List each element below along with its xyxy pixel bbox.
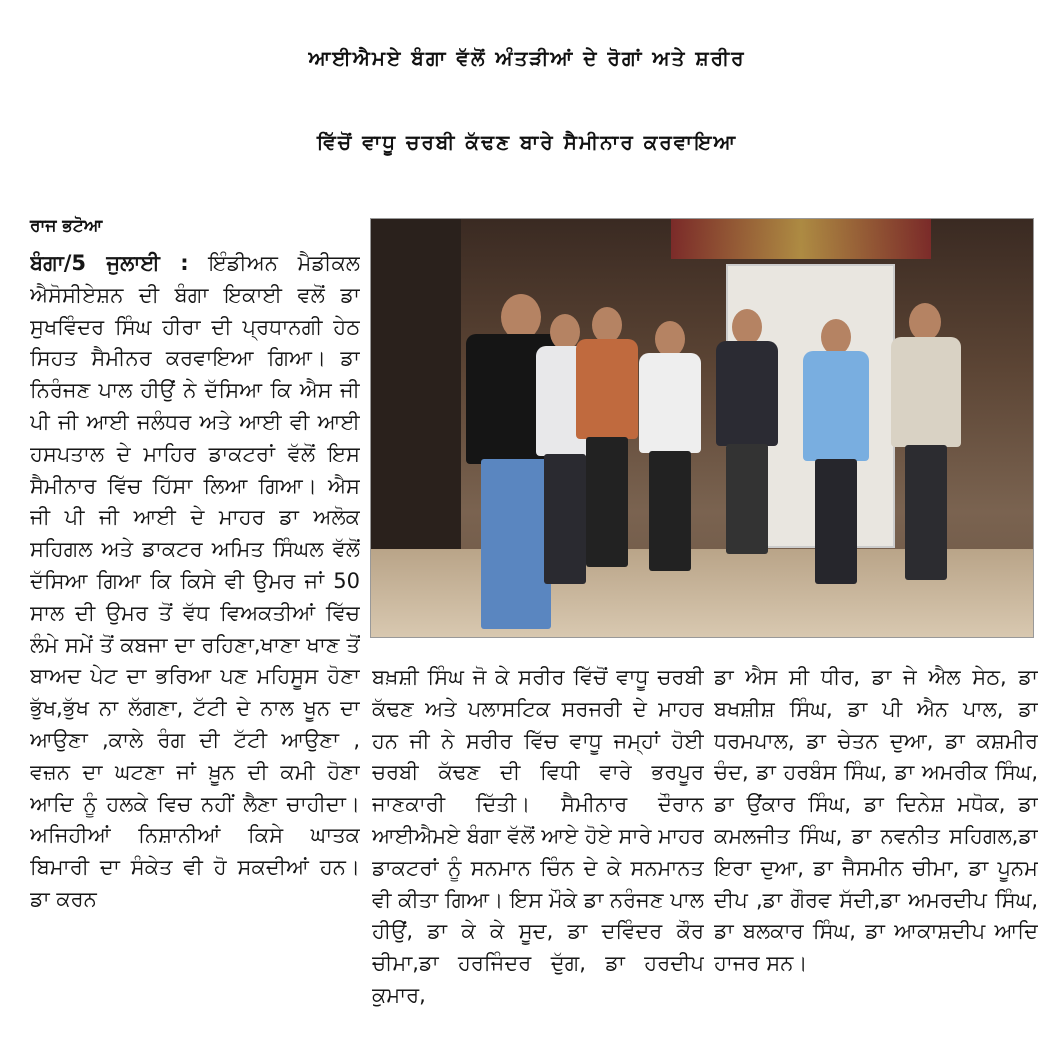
article-column-2: ਬਖ਼ਸ਼ੀ ਸਿੰਘ ਜੋ ਕੇ ਸਰੀਰ ਵਿੱਚੋਂ ਵਾਧੂ ਚਰਬੀ ਕੱਢਣ ਅਤੇ ਪਲਾਸਟਿਕ ਸਰਜਰੀ ਦੇ ਮਾਹਰ ਹਨ ਜੀ ਨੇ ਸਰੀਰ ਵਿੱਚ ਵਾਧੂ ਜਮ੍ਹਾਂ ਹੋਈ ਚਰਬੀ ਕੱਢਣ ਦੀ ਵਿਧੀ ਵਾਰੇ ਭਰਪੂਰ ਜਾਣਕਾਰੀ ਦਿੱਤੀ। ਸੈਮੀਨਾਰ ਦੌਰਾਨ ਆਈਐਮਏ ਬੰਗਾ ਵੱਲੋਂ ਆਏ ਹੋਏ ਸਾਰੇ ਮਾਹਰ ਡਾਕਟਰਾਂ ਨੂੰ ਸਨਮਾਨ ਚਿੰਨ ਦੇ ਕੇ ਸਨਮਾਨਤ ਵੀ ਕੀਤਾ ਗਿਆ। ਇਸ ਮੌਕੇ ਡਾ ਨਰੰਜਣ ਪਾਲ ਹੀਉਂ, ਡਾ ਕੇ ਕੇ ਸੂਦ, ਡਾ ਦਵਿੰਦਰ ਕੌਰ ਚੀਮਾ,ਡਾ ਹਰਜਿੰਦਰ ਦੁੱਗ, ਡਾ ਹਰਦੀਪ ਕੁਮਾਰ, <box>372 665 704 1007</box>
photo-banner <box>671 219 931 259</box>
headline <box>0 0 1054 200</box>
article-text-1: ਇੰਡੀਅਨ ਮੈਡੀਕਲ ਐਸੋਸੀਏਸ਼ਨ ਦੀ ਬੰਗਾ ਇਕਾਈ ਵਲੋਂ ਡਾ ਸੁਖਵਿੰਦਰ ਸਿੰਘ ਹੀਰਾ ਦੀ ਪ੍ਰਧਾਨਗੀ ਹੇਠ ਸਿਹਤ ਸੈਮੀਨਰ ਕਰਵਾਇਆ ਗਿਆ। ਡਾ ਨਿਰੰਜਣ ਪਾਲ ਹੀਉਂ ਨੇ ਦੱਸਿਆ ਕਿ ਐਸ ਜੀ ਪੀ ਜੀ ਆਈ ਜਲੰਧਰ ਅਤੇ ਆਈ ਵੀ ਆਈ ਹਸਪਤਾਲ ਦੇ ਮਾਹਿਰ ਡਾਕਟਰਾਂ ਵੱਲੋਂ ਇਸ ਸੈਮੀਨਾਰ ਵਿੱਚ ਹਿੱਸਾ ਲਿਆ ਗਿਆ। ਐਸ ਜੀ ਪੀ ਜੀ ਆਈ ਦੇ ਮਾਹਰ ਡਾ ਅਲੋਕ ਸਹਿਗਲ ਅਤੇ ਡਾਕਟਰ ਅਮਿਤ ਸਿੰਘਲ ਵੱਲੋਂ ਦੱਸਿਆ ਗਿਆ ਕਿ ਕਿਸੇ ਵੀ ਉਮਰ ਜਾਂ 50 ਸਾਲ ਦੀ ਉਮਰ ਤੋਂ ਵੱਧ ਵਿਅਕਤੀਆਂ ਵਿੱਚ ਲੰਮੇ ਸਮੇਂ ਤੋਂ ਕਬਜਾ ਦਾ ਰਹਿਣਾ,ਖਾਣਾ ਖਾਣ ਤੋਂ ਬਾਅਦ ਪੇਟ ਦਾ ਭਰਿਆ ਪਣ ਮਹਿਸੂਸ ਹੋਣਾ ਭੁੱਖ,ਭੁੱਖ ਨਾ ਲੱਗਣਾ, ਟੱਟੀ ਦੇ ਨਾਲ ਖੂਨ ਦਾ ਆਉਣਾ ,ਕਾਲੇ ਰੰਗ ਦੀ ਟੱਟੀ ਆਉਣਾ , ਵਜ਼ਨ ਦਾ ਘਟਣਾ ਜਾਂ ਖ਼ੂਨ ਦੀ ਕਮੀ ਹੋਣਾ ਆਦਿ ਨੂੰ ਹਲਕੇ ਵਿਚ ਨਹੀਂ ਲੈਣਾ ਚਾਹੀਦਾ। ਅਜਿਹੀਆਂ ਨਿਸ਼ਾਨੀਆਂ ਕਿਸੇ ਘਾਤਕ ਬਿਮਾਰੀ ਦਾ ਸੰਕੇਤ ਵੀ ਹੋ ਸਕਦੀਆਂ ਹਨ। ਡਾ ਕਰਨ <box>30 251 360 911</box>
article-column-3: ਡਾ ਐਸ ਸੀ ਧੀਰ, ਡਾ ਜੇ ਐਲ ਸੇਠ, ਡਾ ਬਖਸ਼ੀਸ਼ ਸਿੰਘ, ਡਾ ਪੀ ਐਨ ਪਾਲ, ਡਾ ਧਰਮਪਾਲ, ਡਾ ਚੇਤਨ ਦੁਆ, ਡਾ ਕਸ਼ਮੀਰ ਚੰਦ, ਡਾ ਹਰਬੰਸ ਸਿੰਘ, ਡਾ ਅਮਰੀਕ ਸਿੰਘ, ਡਾ ਉਂਕਾਰ ਸਿੰਘ, ਡਾ ਦਿਨੇਸ਼ ਮਧੋਕ, ਡਾ ਕਮਲਜੀਤ ਸਿੰਘ, ਡਾ ਨਵਨੀਤ ਸਹਿਗਲ,ਡਾ ਇਰਾ ਦੁਆ, ਡਾ ਜੈਸਮੀਨ ਚੀਮਾ, ਡਾ ਪੂਨਮ ਦੀਪ ,ਡਾ ਗੌਰਵ ਸੱਦੀ,ਡਾ ਅਮਰਦੀਪ ਸਿੰਘ, ਡਾ ਬਲਕਾਰ ਸਿੰਘ, ਡਾ ਆਕਾਸ਼ਦੀਪ ਆਦਿ ਹਾਜਰ ਸਨ। <box>714 665 1038 976</box>
byline: ਰਾਜ ਭਟੋਆ <box>30 216 103 236</box>
headline-line-2: ਵਿੱਚੋਂ ਵਾਧੂ ਚਰਬੀ ਕੱਢਣ ਬਾਰੇ ਸੈਮੀਨਾਰ ਕਰਵਾਇਆ <box>316 130 738 154</box>
photo-wall <box>371 219 461 549</box>
headline-line-1: ਆਈਐਮਏ ਬੰਗਾ ਵੱਲੋਂ ਅੰਤੜੀਆਂ ਦੇ ਰੋਗਾਂ ਅਤੇ ਸ਼ਰੀਰ <box>308 46 746 70</box>
seminar-photo <box>370 218 1034 638</box>
article-column-1 <box>30 248 360 1038</box>
dateline: ਬੰਗਾ/5 ਜੁਲਾਈ : <box>30 251 189 275</box>
